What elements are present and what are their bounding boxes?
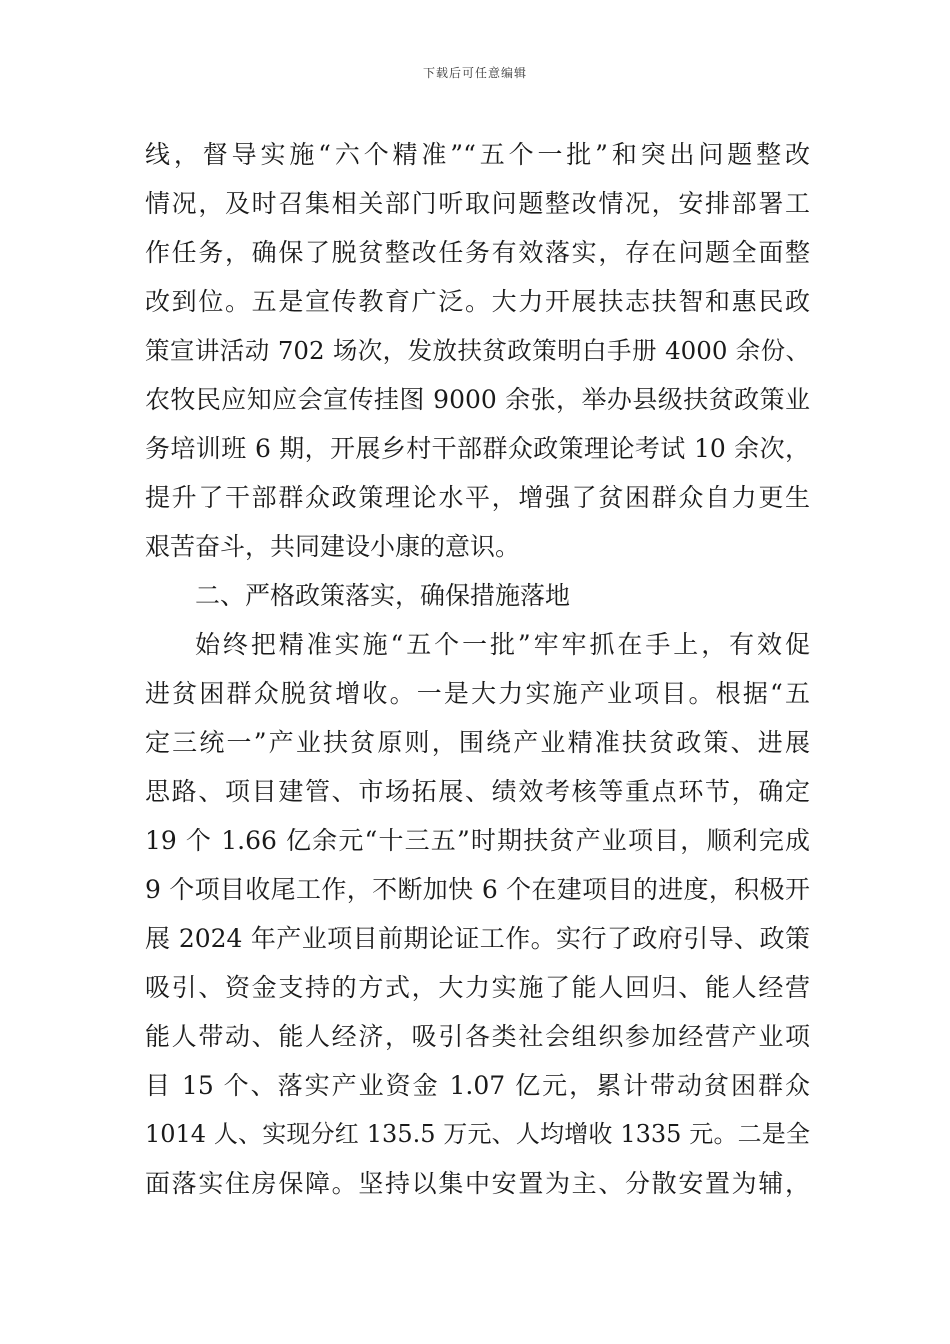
text-line: 思路、项目建管、市场拓展、绩效考核等重点环节，确定 — [145, 777, 810, 806]
text-line: 定三统一”产业扶贫原则，围绕产业精准扶贫政策、进展 — [145, 728, 810, 757]
text-line: 展 2024 年产业项目前期论证工作。实行了政府引导、政策 — [145, 924, 810, 953]
text-line: 吸引、资金支持的方式，大力实施了能人回归、能人经营 — [145, 973, 810, 1002]
text-line: 进贫困群众脱贫增收。一是大力实施产业项目。根据“五 — [145, 679, 810, 708]
document-body — [145, 130, 810, 1208]
text-line: 提升了干部群众政策理论水平，增强了贫困群众自力更生 — [145, 483, 810, 512]
text-line: 艰苦奋斗，共同建设小康的意识。 — [145, 532, 521, 561]
page-header-note: 下载后可任意编辑 — [422, 66, 527, 80]
text-line: 1014 人、实现分红 135.5 万元、人均增收 1335 元。二是全 — [145, 1120, 810, 1148]
text-line: 农牧民应知应会宣传挂图 9000 余张，举办县级扶贫政策业 — [145, 385, 810, 414]
text-line: 二、严格政策落实，确保措施落地 — [195, 581, 571, 610]
text-line: 务培训班 6 期，开展乡村干部群众政策理论考试 10 余次， — [145, 434, 810, 463]
text-line: 线，督导实施“六个精准”“五个一批”和突出问题整改 — [145, 140, 810, 169]
text-line: 能人带动、能人经济，吸引各类社会组织参加经营产业项 — [145, 1022, 810, 1051]
text-line: 面落实住房保障。坚持以集中安置为主、分散安置为辅， — [145, 1169, 810, 1198]
text-line: 情况，及时召集相关部门听取问题整改情况，安排部署工 — [145, 189, 810, 218]
text-line: 作任务，确保了脱贫整改任务有效落实，存在问题全面整 — [145, 238, 810, 267]
text-line: 19 个 1.66 亿余元“十三五”时期扶贫产业项目，顺利完成 — [145, 826, 810, 855]
text-line: 9 个项目收尾工作，不断加快 6 个在建项目的进度，积极开 — [145, 875, 810, 904]
text-line: 目 15 个、落实产业资金 1.07 亿元，累计带动贫困群众 — [145, 1071, 810, 1100]
text-line: 改到位。五是宣传教育广泛。大力开展扶志扶智和惠民政 — [145, 287, 810, 316]
text-line: 始终把精准实施“五个一批”牢牢抓在手上，有效促 — [195, 630, 810, 659]
text-line: 策宣讲活动 702 场次，发放扶贫政策明白手册 4000 余份、 — [145, 336, 810, 365]
